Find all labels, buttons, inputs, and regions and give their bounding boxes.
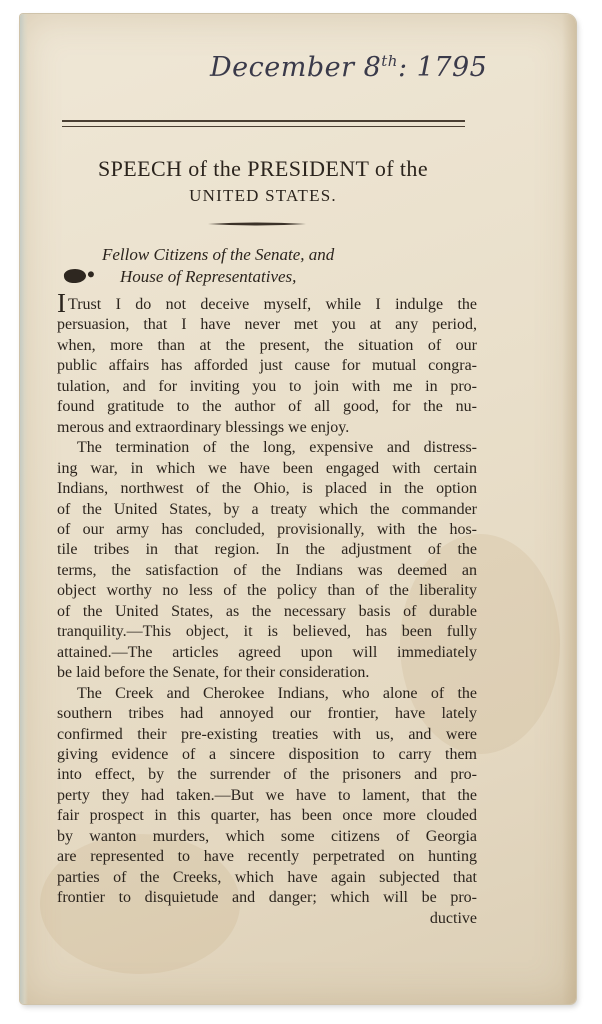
- text-line: parties of the Creeks, which have again subjected that: [57, 868, 477, 886]
- text-line: frontier to disquietude and danger; which will be pro-: [57, 889, 477, 907]
- salutation-line: House of Representatives,: [120, 267, 297, 286]
- text-line: by wanton murders, which some citizens of Georgia: [57, 827, 477, 845]
- document-title: SPEECH of the PRESIDENT of the: [98, 156, 428, 181]
- text-line: of the United States, as the necessary basis of durable: [57, 602, 477, 620]
- text-line: ing war, in which we have been engaged with certain: [57, 459, 477, 477]
- double-rule-divider: [62, 120, 465, 127]
- catchword: ductive: [429, 909, 477, 927]
- text-line: into effect, by the surrender of the prisoners and pro-: [57, 766, 477, 784]
- text-line: when, more than at the present, the situation of our: [57, 336, 477, 354]
- text-line: tranquility.—This object, it is believed, has been fully: [57, 623, 477, 641]
- salutation-line: Fellow Citizens of the Senate, and: [102, 245, 335, 264]
- text-line: of the United States, by a treaty which the commander: [57, 500, 477, 518]
- text-line: The Creek and Cherokee Indians, who alone of the: [77, 684, 477, 702]
- page-edge: [562, 14, 576, 1004]
- text-line: persuasion, that I have never met you at any period,: [57, 316, 477, 334]
- text-line: I Trust I do not deceive myself, while I indulge the: [57, 288, 477, 318]
- text-line: fair prospect in this quarter, has been once more clouded: [57, 807, 477, 825]
- text-line: terms, the satisfaction of the Indians was deemed an: [57, 561, 477, 579]
- text-line: tile tribes in that region. In the adjustment of the: [57, 541, 477, 559]
- text-line: merous and extraordinary blessings we enjoy.: [57, 418, 350, 436]
- handwritten-date: December 8th: 1795: [210, 52, 488, 83]
- text-line: are represented to have recently perpetrated on hunting: [57, 848, 477, 866]
- text-line: object worthy no less of the policy than of the liberality: [57, 582, 477, 600]
- document-subtitle: UNITED STATES.: [189, 186, 337, 205]
- text-line: confirmed their pre-existing treaties with us, and were: [57, 725, 477, 743]
- ink-blot: [63, 268, 86, 284]
- text-line: southern tribes had annoyed our frontier, have lately: [57, 705, 477, 723]
- document-page: [20, 14, 576, 1004]
- text-line: be laid before the Senate, for their consideration.: [57, 664, 370, 682]
- text-line: giving evidence of a sincere disposition to carry them: [57, 745, 477, 763]
- text-line: public affairs has afforded just cause for mutual congra-: [57, 357, 477, 375]
- text-line: of our army has concluded, provisionally, with the hos-: [57, 520, 477, 538]
- text-line: The termination of the long, expensive and distress-: [77, 439, 477, 457]
- text-line: tulation, and for inviting you to join with me in pro-: [57, 377, 477, 395]
- salutation: [102, 244, 482, 288]
- text-line: attained.—The articles agreed upon will immediately: [57, 643, 477, 661]
- speech-body: [57, 288, 477, 929]
- text-line: found gratitude to the author of all good, for the nu-: [57, 398, 477, 416]
- text-line: perty they had taken.—But we have to lament, that the: [57, 786, 477, 804]
- text-line: Indians, northwest of the Ohio, is placed in the option: [57, 480, 477, 498]
- drop-cap: I: [57, 288, 66, 318]
- ornament-divider: [208, 222, 306, 226]
